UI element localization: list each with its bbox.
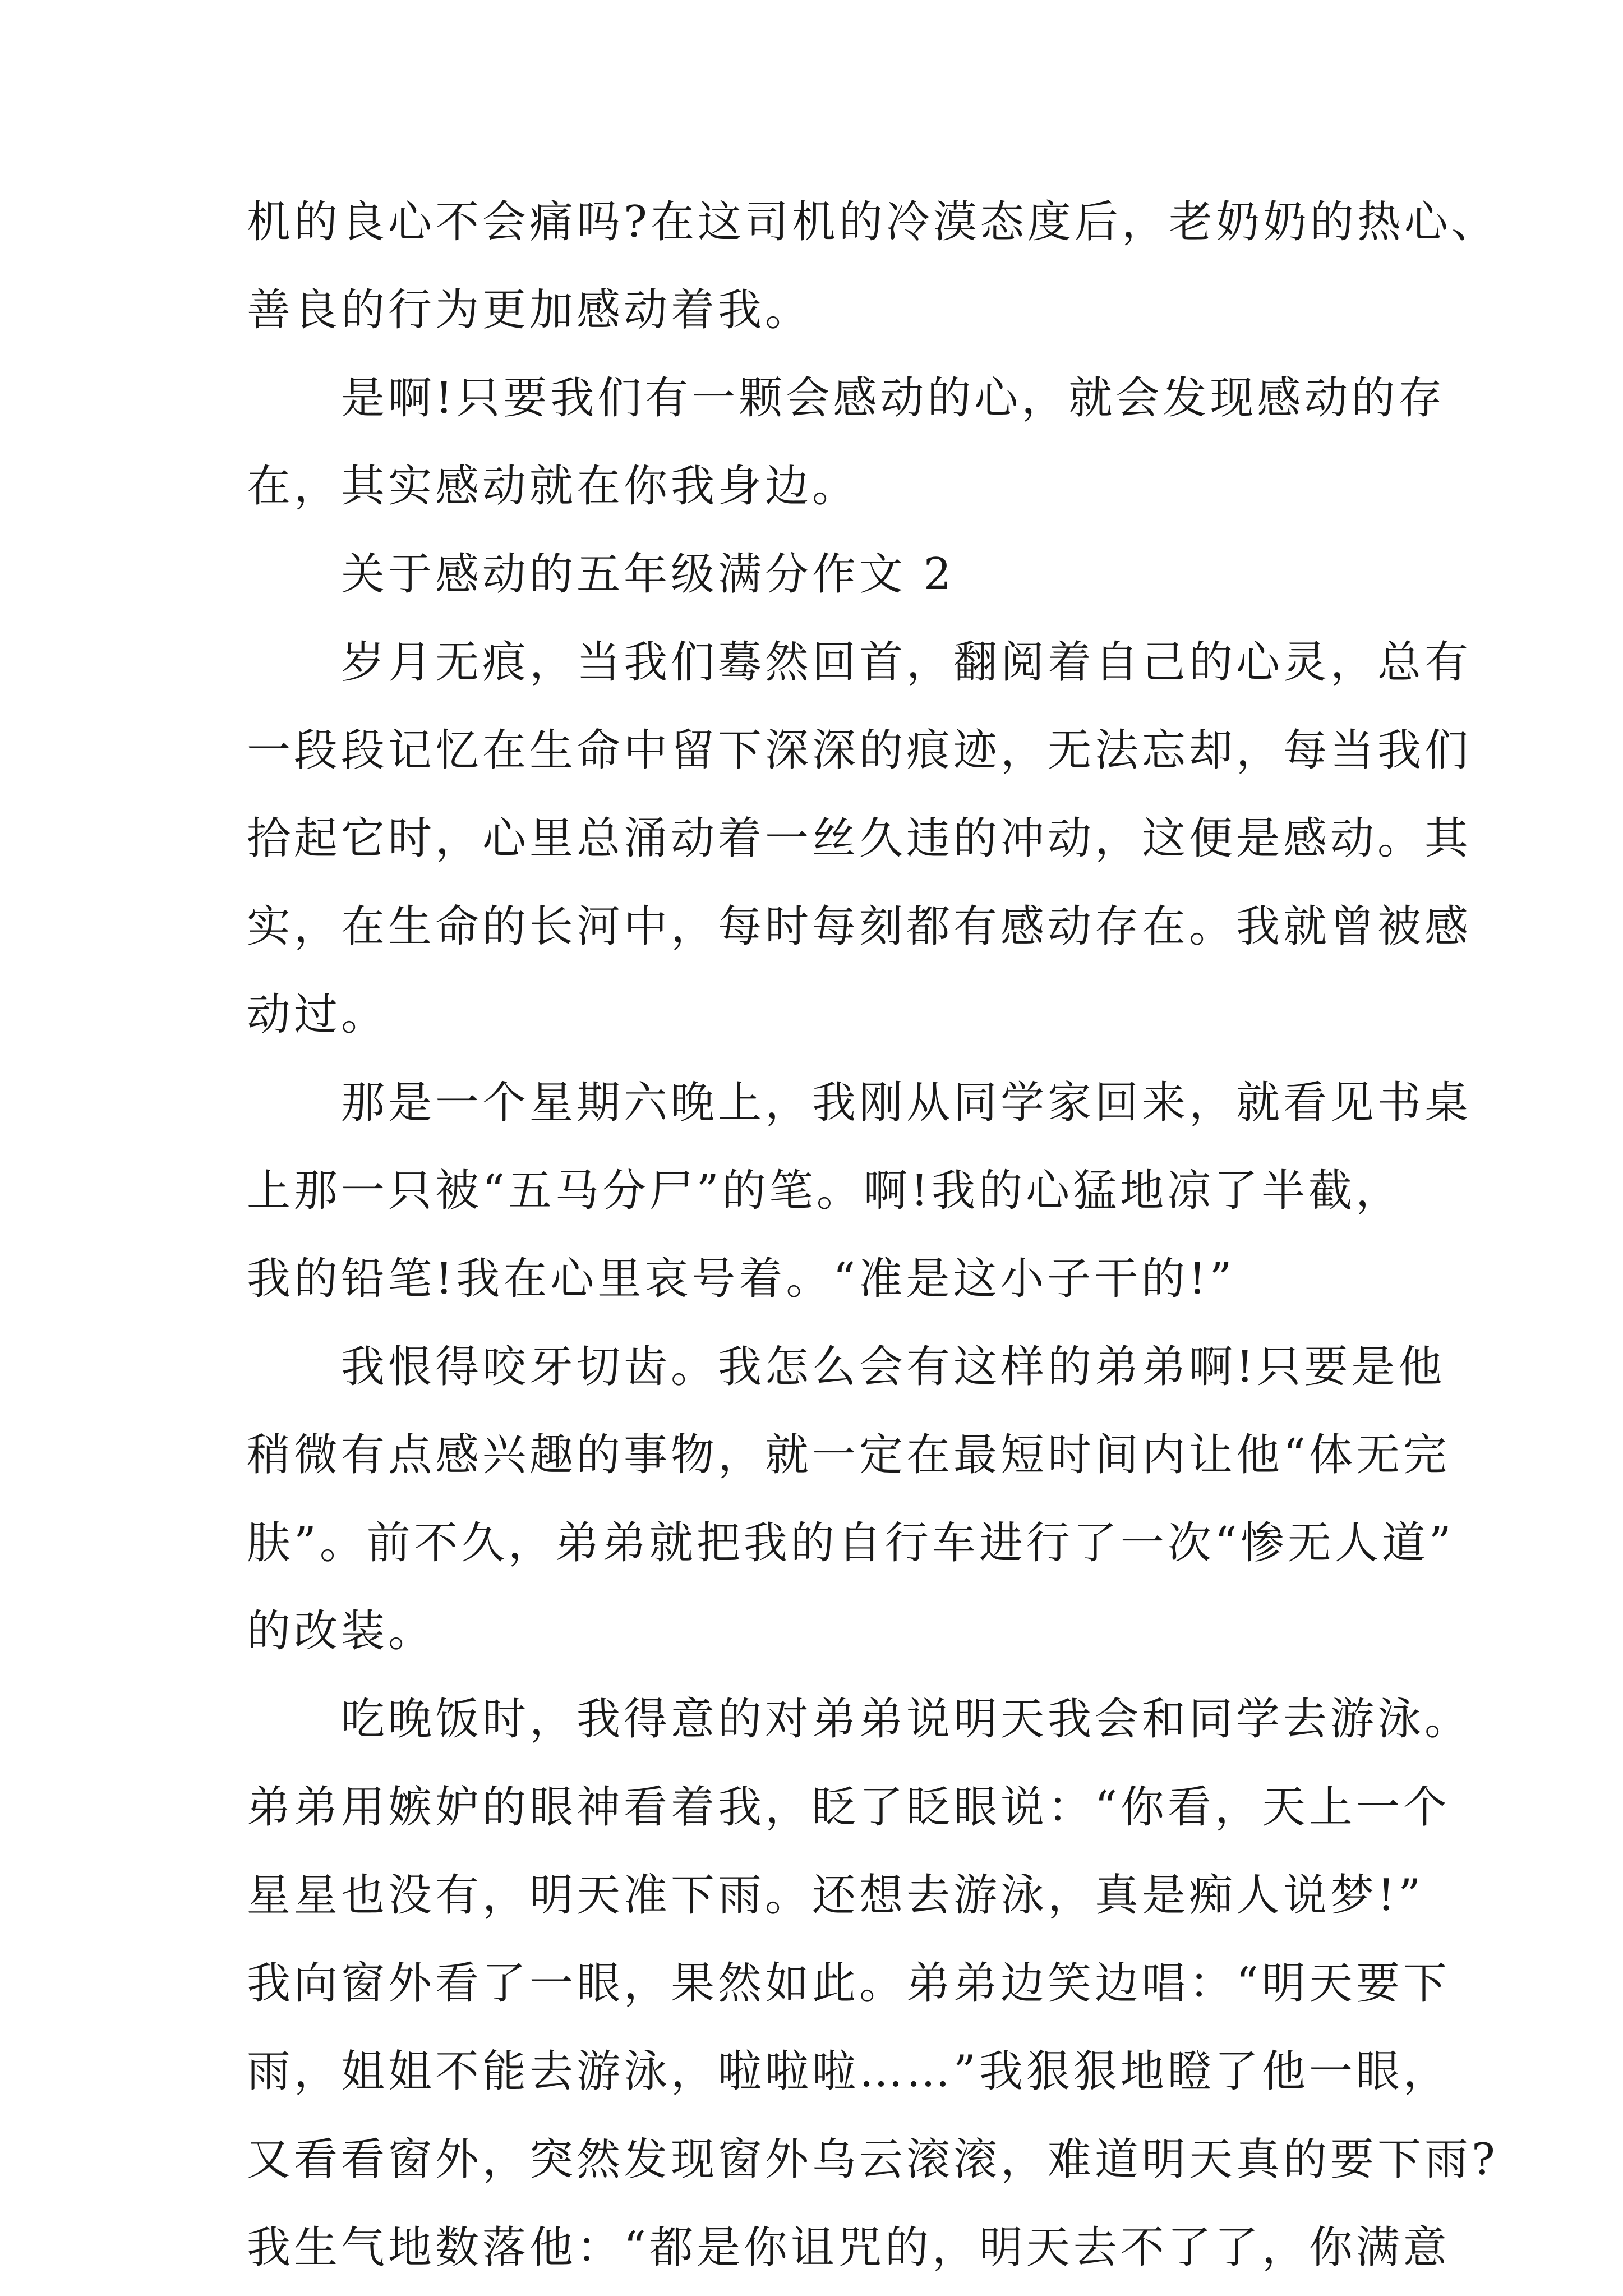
text-line: 在，其实感动就在你我身边。 — [247, 461, 860, 512]
text-line: 机的良心不会痛吗?在这司机的冷漠态度后，老奶奶的热心、 — [247, 197, 1498, 247]
paragraph-6 — [247, 1676, 1498, 2292]
text-line: 善良的行为更加感动着我。 — [247, 285, 813, 335]
essay-heading — [247, 531, 1391, 619]
text-line: 我的铅笔!我在心里哀号着。“准是这小子干的!” — [247, 1254, 1235, 1304]
text-line: 又看看窗外，突然发现窗外乌云滚滚，难道明天真的要下雨? — [247, 2134, 1498, 2185]
text-line: 我恨得咬牙切齿。我怎么会有这样的弟弟啊!只要是他 — [341, 1342, 1446, 1392]
paragraph-1 — [247, 178, 1498, 355]
text-line: 星星也没有，明天准下雨。还想去游泳，真是痴人说梦!” — [247, 1870, 1424, 1921]
text-line: 我向窗外看了一眼，果然如此。弟弟边笑边唱：“明天要下 — [247, 1958, 1450, 2009]
text-line: 动过。 — [247, 990, 389, 1040]
text-line: 拾起它时，心里总涌动着一丝久违的冲动，这便是感动。其 — [247, 813, 1472, 864]
text-line: 一段段记忆在生命中留下深深的痕迹，无法忘却，每当我们 — [247, 725, 1472, 776]
text-line: 弟弟用嫉妒的眼神看着我，眨了眨眼说：“你看，天上一个 — [247, 1782, 1450, 1833]
text-line: 吃晚饭时，我得意的对弟弟说明天我会和同学去游泳。 — [341, 1694, 1472, 1745]
text-line: 是啊!只要我们有一颗会感动的心，就会发现感动的存 — [341, 373, 1446, 424]
text-line: 雨，姐姐不能去游泳，啦啦啦……”我狠狠地瞪了他一眼， — [247, 2046, 1450, 2097]
text-line: 的改装。 — [247, 1606, 436, 1657]
paragraph-4 — [247, 1059, 1472, 1323]
text-line: 上那一只被“五马分尸”的笔。啊!我的心猛地凉了半截， — [247, 1166, 1403, 1216]
document-body — [247, 178, 1498, 2292]
text-line: 实，在生命的长河中，每时每刻都有感动存在。我就曾被感 — [247, 901, 1472, 952]
text-line: 岁月无痕，当我们蓦然回首，翻阅着自己的心灵，总有 — [341, 637, 1472, 688]
paragraph-5 — [247, 1323, 1455, 1676]
text-line: 那是一个星期六晚上，我刚从同学家回来，就看见书桌 — [341, 1078, 1472, 1128]
paragraph-2 — [247, 355, 1446, 531]
text-line: 我生气地数落他：“都是你诅咒的，明天去不了了，你满意 — [247, 2223, 1450, 2273]
text-line: 稍微有点感兴趣的事物，就一定在最短时间内让他“体无完 — [247, 1430, 1450, 1480]
heading-text: 关于感动的五年级满分作文 2 — [341, 549, 955, 600]
paragraph-3 — [247, 619, 1472, 1059]
text-line: 肤”。前不久，弟弟就把我的自行车进行了一次“惨无人道” — [247, 1518, 1455, 1568]
